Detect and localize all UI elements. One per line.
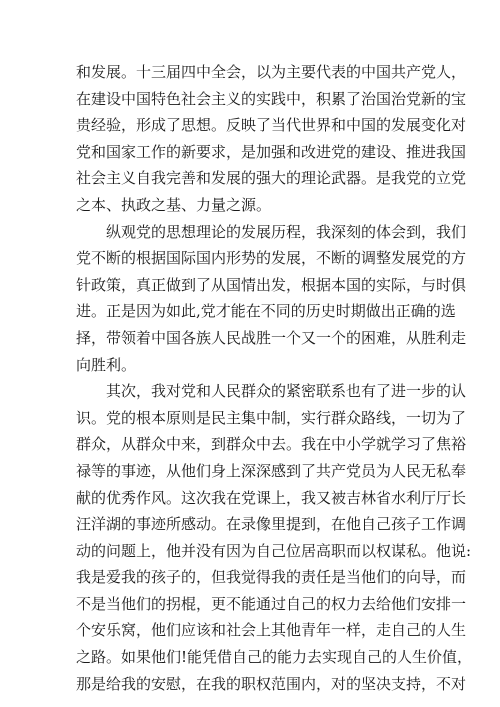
text-line: 进。正是因为如此,党才能在不同的历史时期做出正确的选	[76, 302, 456, 321]
text-line: 向胜利。	[76, 355, 137, 374]
text-line: 和发展。十三届四中全会，以为主要代表的中国共产党人，	[76, 63, 467, 81]
text-line: 识。党的根本原则是民主集中制，实行群众路线，一切为了	[76, 408, 467, 427]
text-line: 其次，我对党和人民群众的紧密联系也有了进一步的认	[76, 382, 467, 401]
text-line: 社会主义自我完善和发展的强大的理论武器。是我党的立党	[76, 169, 467, 188]
paragraph	[76, 378, 473, 697]
text-line: 群众，从群众中来，到群众中去。我在中小学就学习了焦裕	[76, 435, 467, 454]
text-line: 纵观党的思想理论的发展历程，我深刻的体会到，我们	[76, 222, 467, 241]
text-line: 我是爱我的孩子的，但我觉得我的责任是当他们的向导，而	[76, 568, 467, 587]
text-line: 个安乐窝，他们应该和社会上其他青年一样，走自己的人生	[76, 621, 467, 640]
text-line: 献的优秀作风。这次我在党课上，我又被吉林省水利厅厅长	[76, 488, 467, 507]
text-line: 动的问题上，他并没有因为自己位居高职而以权谋私。他说:	[76, 541, 472, 560]
text-line: 在建设中国特色社会主义的实践中，积累了治国治党新的宝	[76, 89, 467, 108]
document-body	[76, 59, 473, 697]
text-line: 针政策，真正做到了从国情出发，根据本国的实际，与时俱	[76, 275, 467, 294]
text-line: 贵经验，形成了思想。反映了当代世界和中国的发展变化对	[76, 116, 467, 135]
text-line: 择，带领着中国各族人民战胜一个又一个的困难，从胜利走	[76, 328, 467, 347]
paragraph	[76, 219, 467, 379]
text-line: 之本、执政之基、力量之源。	[76, 195, 272, 214]
text-line: 党不断的根据国际国内形势的发展，不断的调整发展党的方	[76, 249, 467, 268]
text-line: 汪洋湖的事迹所感动。在录像里提到，在他自己孩子工作调	[76, 515, 467, 534]
text-line: 之路。如果他们!能凭借自己的能力去实现自己的人生价值，	[76, 648, 473, 667]
text-line: 不是当他们的拐棍，更不能通过自己的权力去给他们安排一	[76, 594, 467, 613]
text-line: 那是给我的安慰，在我的职权范围内，对的坚决支持，不对	[76, 674, 467, 693]
text-line: 党和国家工作的新要求，是加强和改进党的建设、推进我国	[76, 142, 467, 161]
paragraph	[76, 59, 467, 219]
text-line: 禄等的事迹，从他们身上深深感到了共产党员为人民无私奉	[76, 461, 467, 480]
